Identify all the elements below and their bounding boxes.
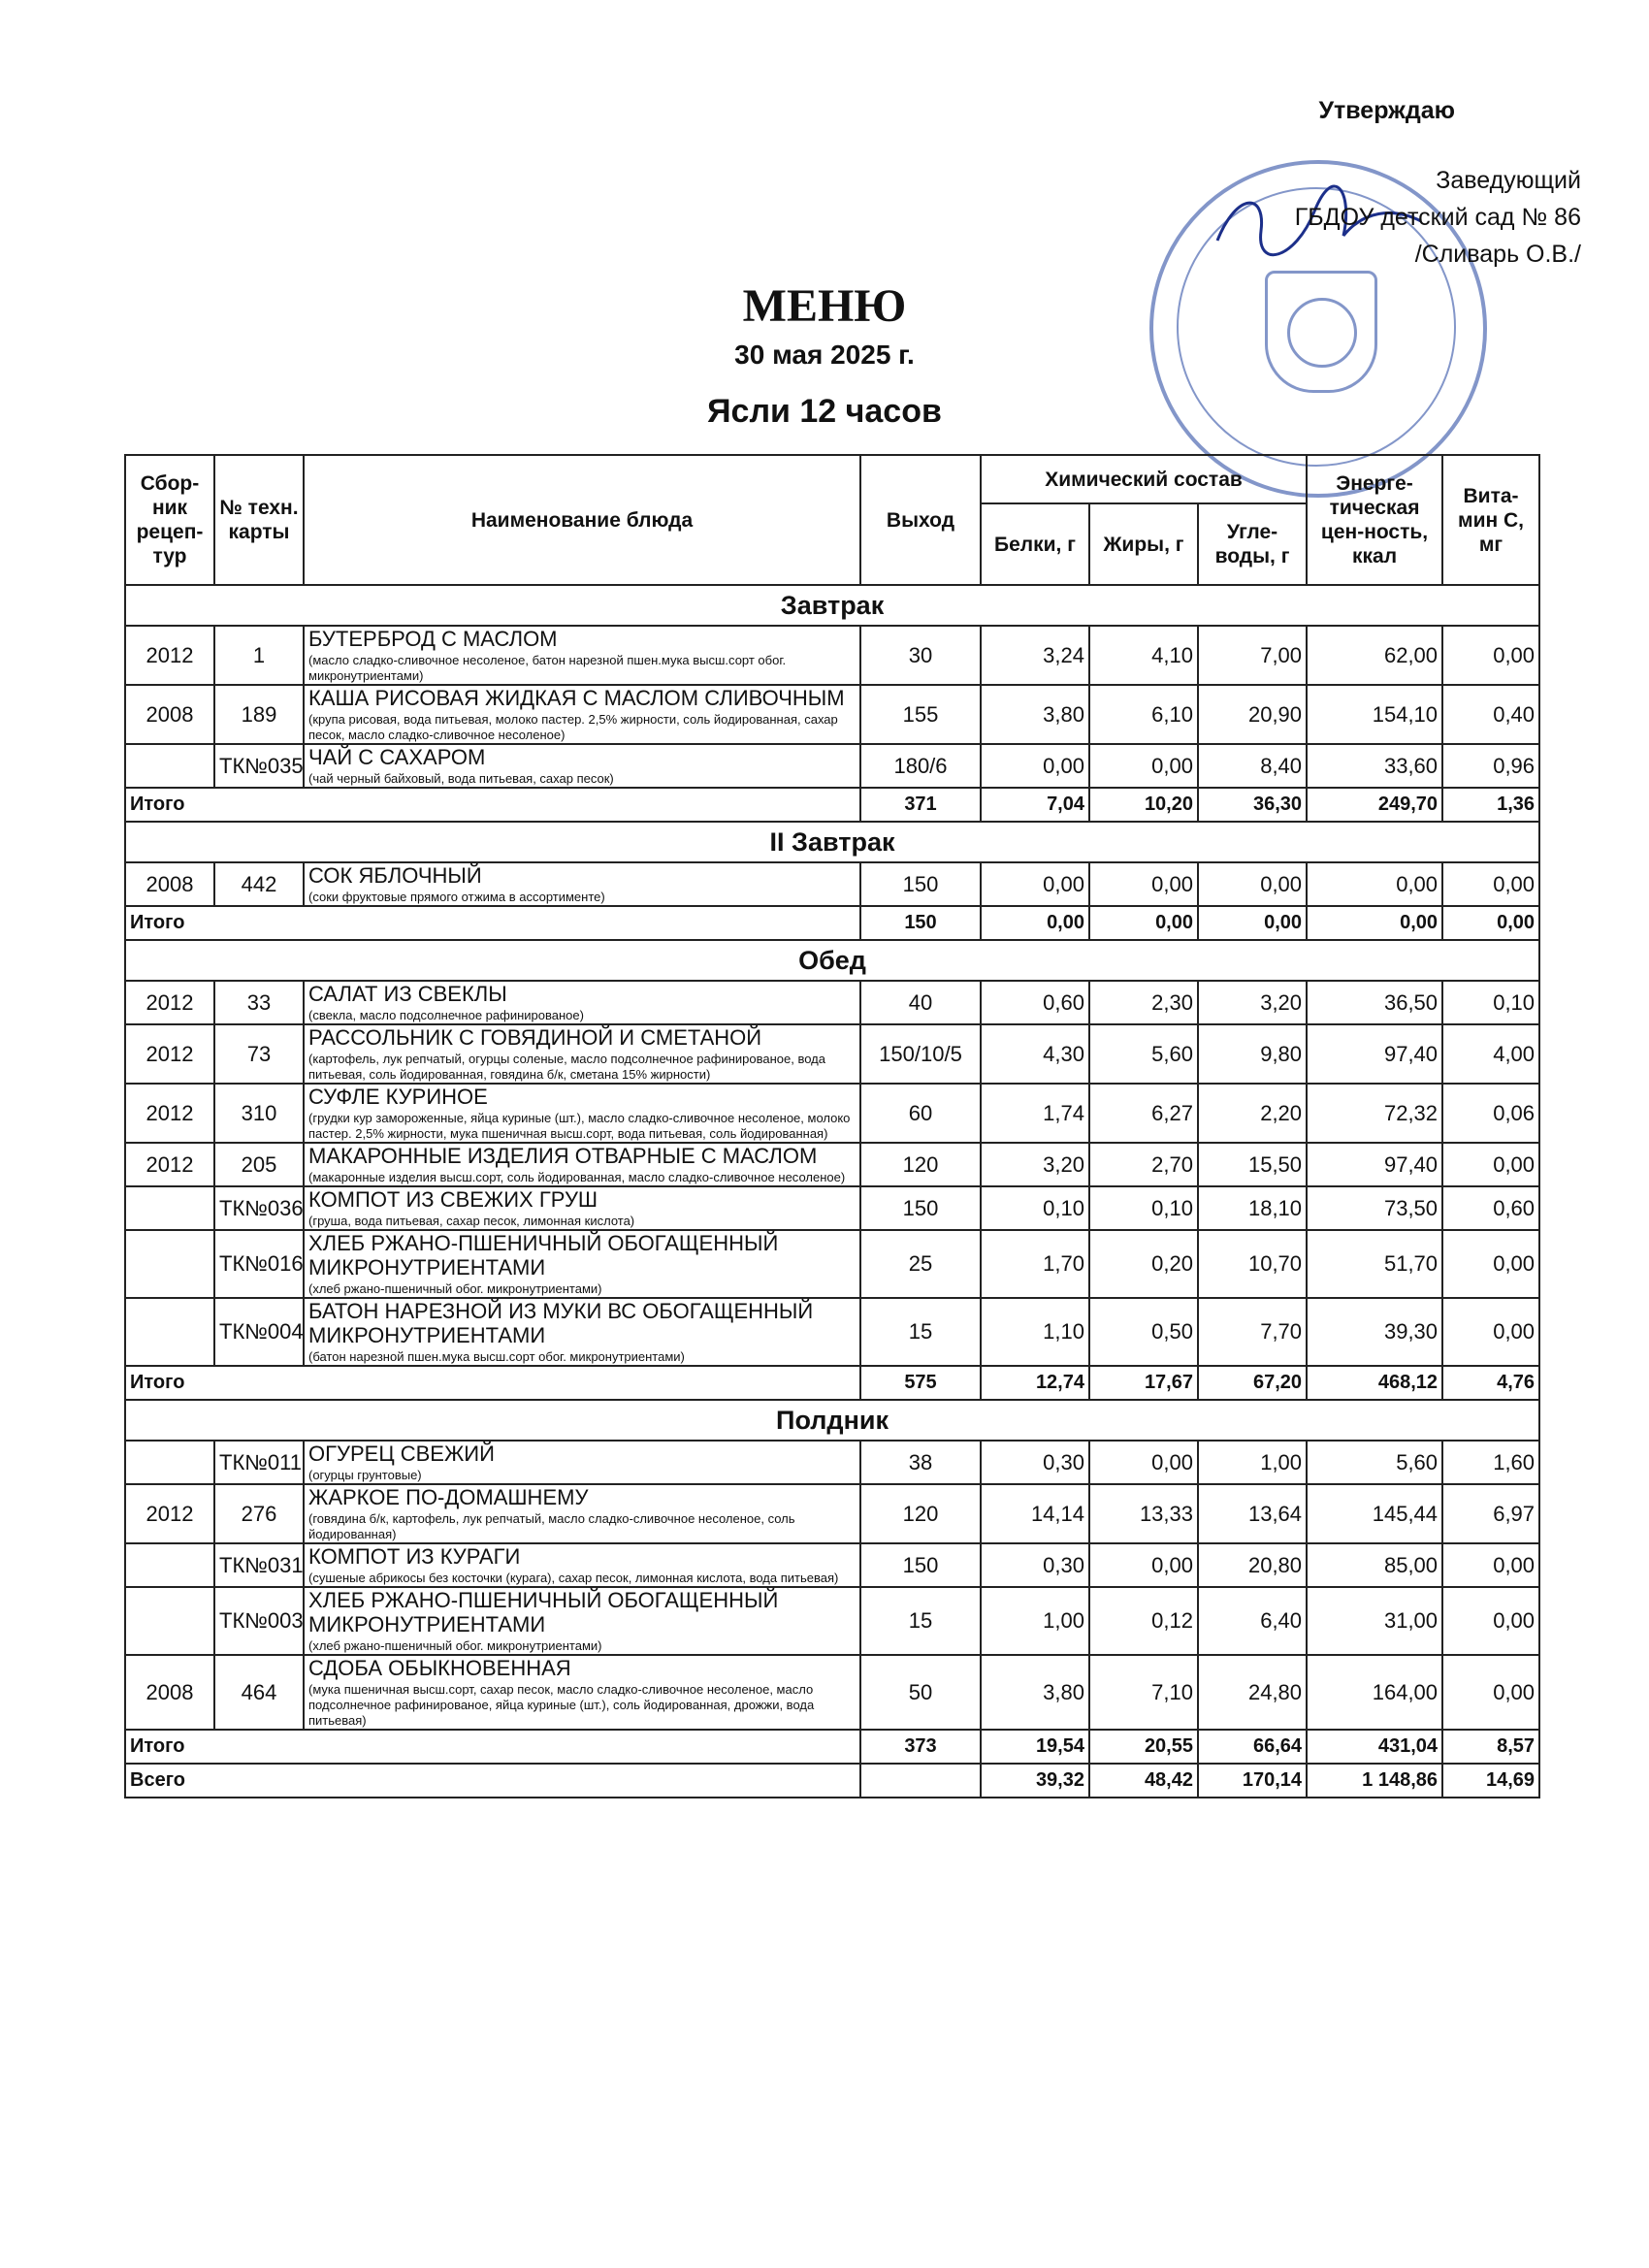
cell-vitc: 0,00 [1442,1230,1539,1298]
cell-collection: 2012 [125,1143,214,1186]
cell-protein: 3,24 [981,626,1089,685]
menu-body [125,585,1539,1798]
cell-carb: 13,64 [1198,1484,1307,1543]
approval-organization: ГБДОУ детский сад № 86 [1294,204,1581,231]
dish-composition: (груша, вода питьевая, сахар песок, лимонная кислота) [308,1214,635,1228]
cell-protein: 1,74 [981,1084,1089,1143]
cell-dish [304,1186,860,1230]
cell-protein: 1,70 [981,1230,1089,1298]
total-energy: 431,04 [1307,1730,1442,1764]
cell-collection [125,1230,214,1298]
cell-energy: 72,32 [1307,1084,1442,1143]
total-fat: 0,00 [1089,906,1198,940]
cell-energy: 73,50 [1307,1186,1442,1230]
cell-dish [304,1655,860,1730]
cell-fat: 7,10 [1089,1655,1198,1730]
cell-collection [125,1587,214,1655]
section-header-row [125,822,1539,862]
section-total-row [125,906,1539,940]
total-label: Итого [125,1366,860,1400]
cell-card: ТК№031 [214,1543,304,1587]
total-protein: 12,74 [981,1366,1089,1400]
dish-name: САЛАТ ИЗ СВЕКЛЫ [308,982,507,1006]
grand-total-row [125,1764,1539,1798]
table-row [125,1143,1539,1186]
cell-energy: 5,60 [1307,1441,1442,1484]
cell-dish [304,862,860,906]
cell-card: 205 [214,1143,304,1186]
table-row [125,1230,1539,1298]
total-carb: 67,20 [1198,1366,1307,1400]
cell-collection: 2008 [125,1655,214,1730]
document-date: 30 мая 2025 г. [734,340,915,370]
table-row [125,862,1539,906]
cell-protein: 0,60 [981,981,1089,1024]
total-protein: 7,04 [981,788,1089,822]
grand-total-fat: 48,42 [1089,1764,1198,1798]
cell-vitc: 0,00 [1442,1298,1539,1366]
cell-collection [125,1543,214,1587]
col-vitc: Вита-мин С, мг [1442,455,1539,585]
total-carb: 36,30 [1198,788,1307,822]
dish-composition: (мука пшеничная высш.сорт, сахар песок, масло сладко-сливочное несоленое, масло подсолнечное рафинированое, яйца куриные (шт.), соль йодированная, дрожжи, вода питьевая) [308,1682,815,1728]
cell-carb: 15,50 [1198,1143,1307,1186]
approval-signature-name: /Сливарь О.В./ [1414,241,1581,268]
cell-card: ТК№011 [214,1441,304,1484]
cell-card: 33 [214,981,304,1024]
cell-vitc: 0,60 [1442,1186,1539,1230]
cell-fat: 0,10 [1089,1186,1198,1230]
dish-name: КОМПОТ ИЗ СВЕЖИХ ГРУШ [308,1187,598,1212]
dish-name: КОМПОТ ИЗ КУРАГИ [308,1544,521,1569]
cell-energy: 31,00 [1307,1587,1442,1655]
dish-name: ЧАЙ С САХАРОМ [308,745,486,769]
cell-fat: 4,10 [1089,626,1198,685]
cell-carb: 9,80 [1198,1024,1307,1084]
table-row [125,1186,1539,1230]
cell-carb: 2,20 [1198,1084,1307,1143]
document-title: МЕНЮ [742,280,907,332]
cell-output: 150 [860,1543,981,1587]
cell-card: 464 [214,1655,304,1730]
cell-protein: 4,30 [981,1024,1089,1084]
cell-energy: 33,60 [1307,744,1442,788]
dish-composition: (огурцы грунтовые) [308,1468,422,1482]
dish-name: СУФЛЕ КУРИНОЕ [308,1085,488,1109]
cell-output: 38 [860,1441,981,1484]
section-title: Завтрак [125,585,1539,626]
cell-protein: 3,20 [981,1143,1089,1186]
cell-carb: 8,40 [1198,744,1307,788]
section-header-row [125,940,1539,981]
cell-vitc: 0,00 [1442,1587,1539,1655]
cell-fat: 0,50 [1089,1298,1198,1366]
total-label: Итого [125,906,860,940]
total-output: 371 [860,788,981,822]
total-vitc: 8,57 [1442,1730,1539,1764]
cell-vitc: 0,00 [1442,626,1539,685]
cell-carb: 1,00 [1198,1441,1307,1484]
cell-protein: 0,00 [981,744,1089,788]
cell-carb: 3,20 [1198,981,1307,1024]
cell-dish [304,626,860,685]
total-fat: 20,55 [1089,1730,1198,1764]
cell-fat: 0,20 [1089,1230,1198,1298]
cell-carb: 6,40 [1198,1587,1307,1655]
dish-name: СДОБА ОБЫКНОВЕННАЯ [308,1656,571,1680]
col-fat: Жиры, г [1089,503,1198,585]
cell-dish [304,1484,860,1543]
dish-composition: (хлеб ржано-пшеничный обог. микронутриентами) [308,1281,602,1296]
cell-dish [304,1587,860,1655]
cell-vitc: 0,00 [1442,1143,1539,1186]
cell-dish [304,1230,860,1298]
cell-dish [304,685,860,744]
dish-composition: (сушеные абрикосы без косточки (курага), сахар песок, лимонная кислота, вода питьевая) [308,1571,839,1585]
cell-vitc: 0,00 [1442,1655,1539,1730]
table-row [125,981,1539,1024]
cell-dish [304,1084,860,1143]
cell-card: 310 [214,1084,304,1143]
cell-carb: 24,80 [1198,1655,1307,1730]
cell-protein: 0,30 [981,1441,1089,1484]
cell-protein: 3,80 [981,1655,1089,1730]
cell-energy: 85,00 [1307,1543,1442,1587]
cell-vitc: 6,97 [1442,1484,1539,1543]
total-energy: 249,70 [1307,788,1442,822]
cell-output: 150 [860,1186,981,1230]
cell-fat: 2,30 [1089,981,1198,1024]
cell-collection: 2012 [125,981,214,1024]
cell-dish [304,1143,860,1186]
table-row [125,1655,1539,1730]
cell-protein: 3,80 [981,685,1089,744]
total-carb: 0,00 [1198,906,1307,940]
dish-composition: (соки фруктовые прямого отжима в ассортименте) [308,890,605,904]
total-vitc: 1,36 [1442,788,1539,822]
section-title: Обед [125,940,1539,981]
table-row [125,1441,1539,1484]
cell-collection [125,1441,214,1484]
cell-output: 25 [860,1230,981,1298]
table-row [125,1587,1539,1655]
cell-collection [125,1298,214,1366]
dish-composition: (макаронные изделия высш.сорт, соль йодированная, масло сладко-сливочное несоленое) [308,1170,846,1184]
cell-carb: 18,10 [1198,1186,1307,1230]
cell-card: ТК№016 [214,1230,304,1298]
cell-fat: 0,00 [1089,744,1198,788]
cell-protein: 1,00 [981,1587,1089,1655]
dish-composition: (грудки кур замороженные, яйца куриные (шт.), масло сладко-сливочное несоленое, молоко пастер. 2,5% жирности, мука пшеничная высш.сорт, вода питьевая, соль йодированная) [308,1111,851,1141]
cell-fat: 0,00 [1089,1543,1198,1587]
col-output: Выход [860,455,981,585]
section-title: Полдник [125,1400,1539,1441]
cell-vitc: 0,96 [1442,744,1539,788]
cell-energy: 0,00 [1307,862,1442,906]
cell-output: 15 [860,1587,981,1655]
cell-collection: 2012 [125,1024,214,1084]
cell-output: 50 [860,1655,981,1730]
grand-total-carb: 170,14 [1198,1764,1307,1798]
approval-title: Утверждаю [1318,97,1455,124]
cell-collection: 2008 [125,862,214,906]
cell-card: 73 [214,1024,304,1084]
cell-protein: 14,14 [981,1484,1089,1543]
section-total-row [125,1366,1539,1400]
cell-output: 60 [860,1084,981,1143]
cell-vitc: 0,40 [1442,685,1539,744]
cell-energy: 97,40 [1307,1143,1442,1186]
cell-vitc: 0,06 [1442,1084,1539,1143]
cell-collection [125,1186,214,1230]
cell-energy: 154,10 [1307,685,1442,744]
cell-dish [304,1441,860,1484]
menu-table [124,454,1540,1798]
document-subtitle: Ясли 12 часов [707,393,942,430]
cell-collection: 2012 [125,1084,214,1143]
cell-carb: 7,70 [1198,1298,1307,1366]
total-label: Итого [125,1730,860,1764]
table-row [125,1298,1539,1366]
dish-name: ХЛЕБ РЖАНО-ПШЕНИЧНЫЙ ОБОГАЩЕННЫЙ МИКРОНУТРИЕНТАМИ [308,1231,779,1280]
section-total-row [125,1730,1539,1764]
cell-card: 442 [214,862,304,906]
grand-total-label: Всего [125,1764,860,1798]
dish-composition: (картофель, лук репчатый, огурцы соленые, масло подсолнечное рафинированое, вода питьевая, соль йодированная, говядина б/к, сметана 15% жирности) [308,1052,825,1082]
cell-vitc: 0,00 [1442,1543,1539,1587]
dish-name: КАША РИСОВАЯ ЖИДКАЯ С МАСЛОМ СЛИВОЧНЫМ [308,686,845,710]
table-row [125,1024,1539,1084]
col-carb: Угле-воды, г [1198,503,1307,585]
cell-protein: 0,30 [981,1543,1089,1587]
table-header-row [125,455,1539,503]
cell-output: 120 [860,1484,981,1543]
approval-block [1295,92,1581,273]
grand-total-energy: 1 148,86 [1307,1764,1442,1798]
cell-output: 120 [860,1143,981,1186]
dish-composition: (батон нарезной пшен.мука высш.сорт обог. микронутриентами) [308,1349,685,1364]
col-protein: Белки, г [981,503,1089,585]
grand-total-vitc: 14,69 [1442,1764,1539,1798]
cell-protein: 0,10 [981,1186,1089,1230]
table-row [125,626,1539,685]
table-row [125,1084,1539,1143]
cell-fat: 0,00 [1089,862,1198,906]
cell-dish [304,1298,860,1366]
dish-composition: (говядина б/к, картофель, лук репчатый, масло сладко-сливочное несоленое, соль йодированная) [308,1511,795,1541]
cell-output: 150 [860,862,981,906]
dish-name: БАТОН НАРЕЗНОЙ ИЗ МУКИ ВС ОБОГАЩЕННЫЙ МИКРОНУТРИЕНТАМИ [308,1299,814,1347]
total-fat: 17,67 [1089,1366,1198,1400]
cell-dish [304,981,860,1024]
cell-collection: 2012 [125,1484,214,1543]
dish-name: ХЛЕБ РЖАНО-ПШЕНИЧНЫЙ ОБОГАЩЕННЫЙ МИКРОНУТРИЕНТАМИ [308,1588,779,1636]
cell-card: ТК№035 [214,744,304,788]
dish-name: РАССОЛЬНИК С ГОВЯДИНОЙ И СМЕТАНОЙ [308,1025,762,1050]
cell-output: 155 [860,685,981,744]
cell-energy: 62,00 [1307,626,1442,685]
total-output: 575 [860,1366,981,1400]
section-header-row [125,1400,1539,1441]
total-energy: 0,00 [1307,906,1442,940]
dish-name: СОК ЯБЛОЧНЫЙ [308,863,482,888]
col-collection: Сбор-ник рецеп-тур [125,455,214,585]
cell-vitc: 4,00 [1442,1024,1539,1084]
cell-energy: 145,44 [1307,1484,1442,1543]
cell-carb: 0,00 [1198,862,1307,906]
dish-composition: (масло сладко-сливочное несоленое, батон нарезной пшен.мука высш.сорт обог. микронутриентами) [308,653,787,683]
table-row [125,1484,1539,1543]
cell-output: 150/10/5 [860,1024,981,1084]
cell-fat: 6,10 [1089,685,1198,744]
cell-carb: 10,70 [1198,1230,1307,1298]
grand-total-output [860,1764,981,1798]
dish-composition: (крупа рисовая, вода питьевая, молоко пастер. 2,5% жирности, соль йодированная, сахар песок, масло сладко-сливочное несоленое) [308,712,838,742]
cell-energy: 39,30 [1307,1298,1442,1366]
col-card: № техн. карты [214,455,304,585]
cell-carb: 20,90 [1198,685,1307,744]
total-protein: 19,54 [981,1730,1089,1764]
cell-collection: 2008 [125,685,214,744]
col-chem: Химический состав [981,455,1307,503]
col-energy: Энерге-тическая цен-ность, ккал [1307,455,1442,585]
dish-composition: (чай черный байховый, вода питьевая, сахар песок) [308,771,614,786]
col-name: Наименование блюда [304,455,860,585]
cell-vitc: 0,00 [1442,862,1539,906]
cell-output: 180/6 [860,744,981,788]
cell-card: ТК№004 [214,1298,304,1366]
total-vitc: 4,76 [1442,1366,1539,1400]
cell-fat: 0,12 [1089,1587,1198,1655]
total-label: Итого [125,788,860,822]
total-protein: 0,00 [981,906,1089,940]
total-output: 150 [860,906,981,940]
cell-card: 1 [214,626,304,685]
cell-output: 30 [860,626,981,685]
cell-fat: 13,33 [1089,1484,1198,1543]
total-energy: 468,12 [1307,1366,1442,1400]
total-vitc: 0,00 [1442,906,1539,940]
cell-card: ТК№036 [214,1186,304,1230]
cell-protein: 1,10 [981,1298,1089,1366]
section-header-row [125,585,1539,626]
cell-fat: 5,60 [1089,1024,1198,1084]
cell-energy: 51,70 [1307,1230,1442,1298]
total-carb: 66,64 [1198,1730,1307,1764]
total-fat: 10,20 [1089,788,1198,822]
section-title: II Завтрак [125,822,1539,862]
cell-card: ТК№003 [214,1587,304,1655]
cell-carb: 20,80 [1198,1543,1307,1587]
cell-energy: 97,40 [1307,1024,1442,1084]
cell-dish [304,1543,860,1587]
cell-carb: 7,00 [1198,626,1307,685]
cell-dish [304,1024,860,1084]
cell-collection [125,744,214,788]
approval-position: Заведующий [1436,167,1581,194]
cell-output: 15 [860,1298,981,1366]
table-row [125,1543,1539,1587]
cell-fat: 0,00 [1089,1441,1198,1484]
dish-composition: (свекла, масло подсолнечное рафинированое) [308,1008,584,1022]
dish-name: МАКАРОННЫЕ ИЗДЕЛИЯ ОТВАРНЫЕ С МАСЛОМ [308,1144,818,1168]
cell-energy: 36,50 [1307,981,1442,1024]
dish-name: ОГУРЕЦ СВЕЖИЙ [308,1442,495,1466]
dish-name: ЖАРКОЕ ПО-ДОМАШНЕМУ [308,1485,589,1509]
dish-name: БУТЕРБРОД С МАСЛОМ [308,627,558,651]
cell-card: 189 [214,685,304,744]
dish-composition: (хлеб ржано-пшеничный обог. микронутриентами) [308,1638,602,1653]
section-total-row [125,788,1539,822]
cell-protein: 0,00 [981,862,1089,906]
cell-energy: 164,00 [1307,1655,1442,1730]
cell-output: 40 [860,981,981,1024]
cell-fat: 2,70 [1089,1143,1198,1186]
cell-vitc: 1,60 [1442,1441,1539,1484]
table-row [125,744,1539,788]
total-output: 373 [860,1730,981,1764]
grand-total-protein: 39,32 [981,1764,1089,1798]
cell-card: 276 [214,1484,304,1543]
cell-dish [304,744,860,788]
cell-vitc: 0,10 [1442,981,1539,1024]
cell-fat: 6,27 [1089,1084,1198,1143]
table-row [125,685,1539,744]
cell-collection: 2012 [125,626,214,685]
